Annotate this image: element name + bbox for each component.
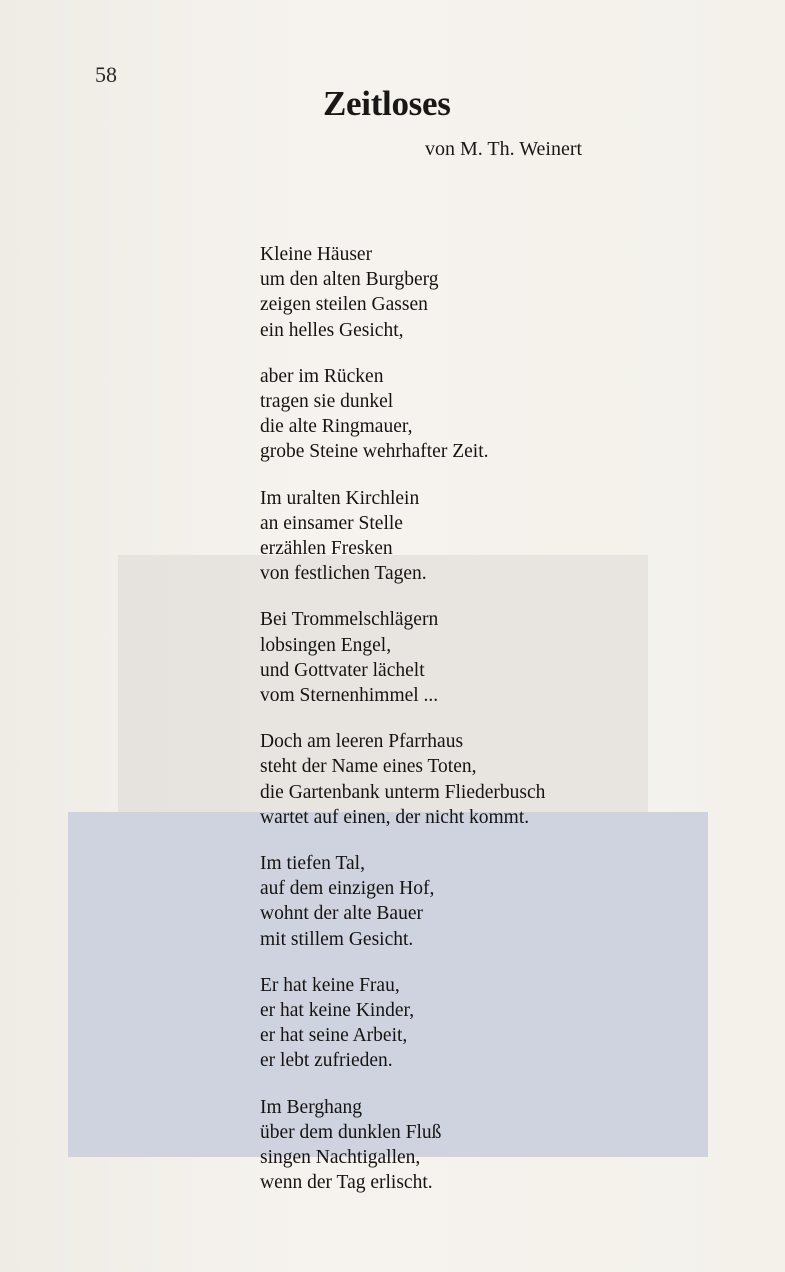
poem-line: Doch am leeren Pfarrhaus (260, 731, 464, 753)
poem-line: erzählen Fresken (260, 538, 393, 560)
poem-line: von festlichen Tagen. (260, 563, 427, 585)
poem-line: lobsingen Engel, (260, 634, 392, 656)
poem-line: vom Sternenhimmel ... (260, 685, 439, 707)
poem-line: er hat seine Arbeit, (260, 1025, 408, 1047)
poem-line: Im Berghang (260, 1096, 362, 1118)
stanza (260, 729, 680, 830)
poem-line: die alte Ringmauer, (260, 416, 413, 438)
stanza (260, 851, 680, 952)
stanza (260, 242, 680, 343)
poem-title: Zeitloses (323, 84, 451, 123)
poem-line: um den alten Burgberg (260, 269, 439, 291)
poem-line: und Gottvater lächelt (260, 659, 425, 681)
poem-body (260, 242, 680, 1217)
poem-line: er hat keine Kinder, (260, 1000, 415, 1022)
poem-line: Im uralten Kirchlein (260, 487, 420, 509)
poem-line: über dem dunklen Fluß (260, 1121, 442, 1143)
poem-line: er lebt zufrieden. (260, 1050, 393, 1072)
page-number: 58 (95, 62, 117, 87)
stanza (260, 607, 680, 708)
poem-line: wenn der Tag erlischt. (260, 1172, 433, 1194)
poem-line: wartet auf einen, der nicht kommt. (260, 806, 530, 828)
poem-line: ein helles Gesicht, (260, 319, 404, 341)
poem-line: aber im Rücken (260, 365, 384, 387)
poem-line: Im tiefen Tal, (260, 853, 365, 875)
stanza (260, 486, 680, 587)
poem-line: tragen sie dunkel (260, 391, 394, 413)
poem-line: singen Nachtigallen, (260, 1147, 421, 1169)
poem-line: steht der Name eines Toten, (260, 756, 477, 778)
stanza (260, 1095, 680, 1196)
poem-author: von M. Th. Weinert (425, 138, 583, 160)
poem-line: Er hat keine Frau, (260, 974, 400, 996)
poem-line: Kleine Häuser (260, 244, 373, 265)
poem-line: Bei Trommelschlägern (260, 609, 439, 631)
poem-line: grobe Steine wehrhafter Zeit. (260, 441, 489, 463)
poem-line: wohnt der alte Bauer (260, 903, 423, 925)
poem-line: die Gartenbank unterm Fliederbusch (260, 781, 546, 803)
stanza (260, 973, 680, 1074)
stanza (260, 364, 680, 465)
poem-line: an einsamer Stelle (260, 512, 403, 534)
poem-line: zeigen steilen Gassen (260, 294, 428, 316)
poem-line: auf dem einzigen Hof, (260, 878, 435, 900)
poem-line: mit stillem Gesicht. (260, 928, 414, 950)
